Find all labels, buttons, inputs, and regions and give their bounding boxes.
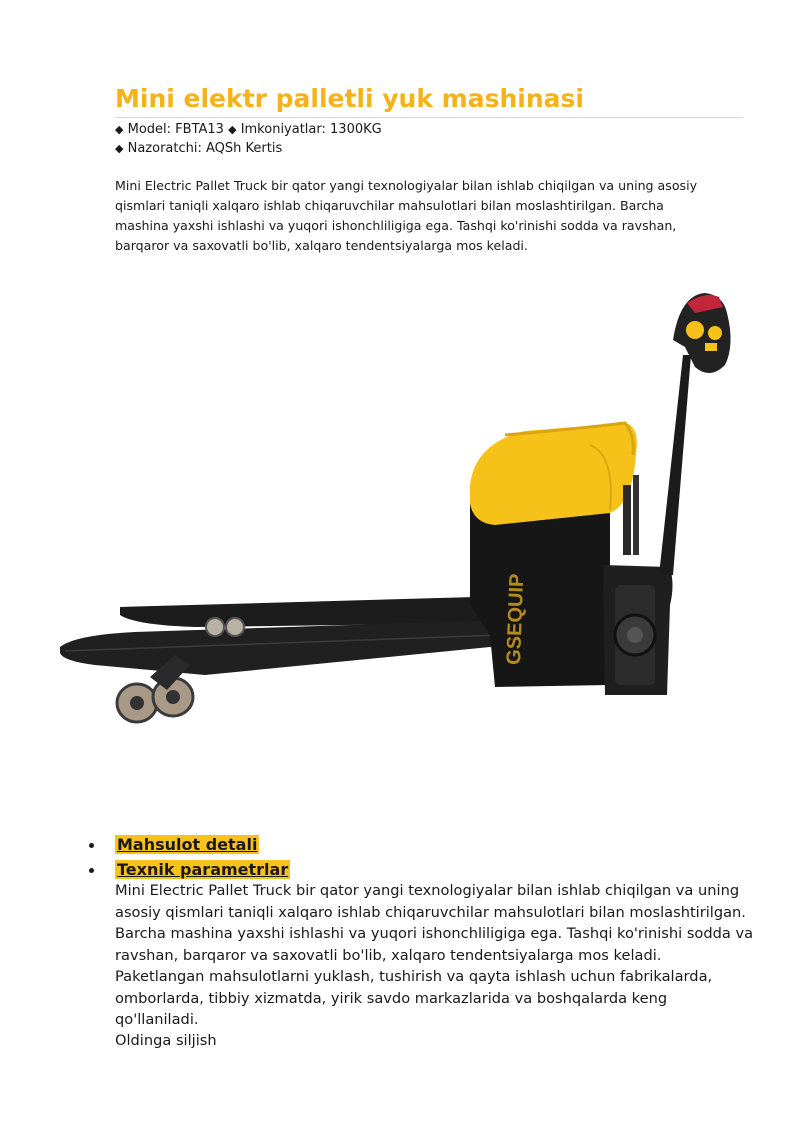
yellow-cover [470,423,637,525]
title-divider [115,117,743,118]
tab-technical-parameters[interactable]: Texnik parametrlar [117,860,289,879]
controller-label: Nazoratchi: [127,141,202,156]
truck-body [470,500,610,687]
controller-value: AQSh Kertis [206,141,283,156]
diamond-bullet-icon: ◆ [115,142,124,155]
capacity-label: Imkoniyatlar: [240,122,326,137]
list-item [87,832,290,857]
spec-line-controller [115,139,282,158]
diamond-bullet-icon: ◆ [228,123,237,136]
diamond-bullet-icon: ◆ [115,123,124,136]
front-fork [60,620,510,675]
model-label: Model: [127,122,172,137]
product-intro: Mini Electric Pallet Truck bir qator yangi texnologiyalar bilan ishlab chiqilgan va uning asosiy qismlari taniqli xalqaro ishlab chiqaruvchilar mahsulotlari bilan moslashtirilgan. Barcha mashina yaxshi ishlashi va yuqori ishonchliligiga ega. Tashqi ko'rinishi sodda va ravshan, barqaror va saxovatli bo'lib, xalqaro tendentsiyalarga mos keladi. [115,178,698,253]
tab-list [87,832,290,882]
tab-product-detail[interactable]: Mahsulot detali [117,835,258,854]
product-detail-text: Mini Electric Pallet Truck bir qator yangi texnologiyalar bilan ishlab chiqilgan va uning asosiy qismlari taniqli xalqaro ishlab chiqaruvchilar mahsulotlari bilan moslashtirilgan. Barcha mashina yaxshi ishlashi va yuqori ishonchliligiga ega. Tashqi ko'rinishi sodda va ravshan, barqaror va saxovatli bo'lib, xalqaro tendentsiyalarga mos keladi. Paketlangan mahsulotlarni yuklash, tushirish va qayta ishlash uchun fabrikalarda, omborlarda, tibbiy xizmatda, yirik savdo markazlarida va boshqalarda keng qo'llaniladi. [115,882,754,1028]
capacity-value: 1300KG [330,122,382,137]
brand-text: GSEQUIP [503,573,529,666]
next-link[interactable]: Oldinga siljish [115,1032,217,1049]
list-item [87,857,290,882]
tiller [659,355,691,575]
product-image [55,285,745,725]
model-value: FBTA13 [175,122,224,137]
spec-line-model [115,120,382,139]
page-title: Mini elektr palletli yuk mashinasi [115,84,584,113]
